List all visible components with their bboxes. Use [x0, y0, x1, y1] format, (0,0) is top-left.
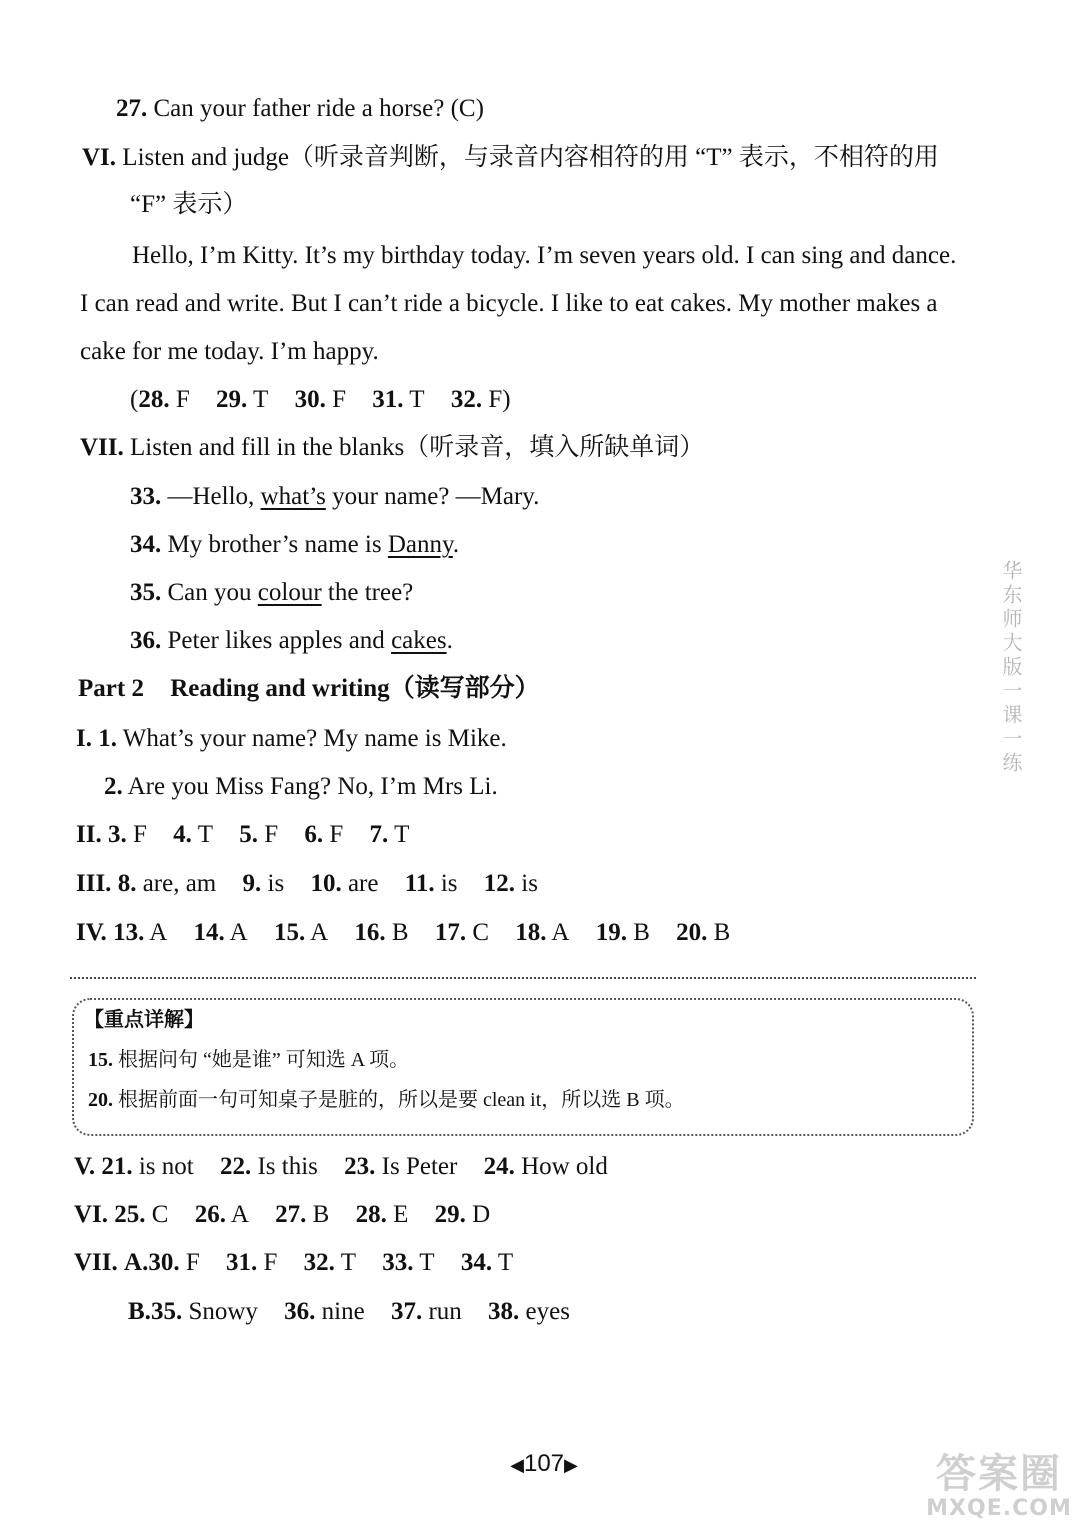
answer-number: 29.: [215, 386, 248, 413]
section-vi-heading: [82, 141, 939, 175]
filled-blank: cakes: [391, 627, 447, 654]
p2-section-i-item: 2. Are you Miss Fang? No, I’m Mrs Li.: [104, 773, 498, 800]
section-number: VI.: [82, 144, 117, 171]
fill-item: 34. My brother’s name is Danny.: [130, 531, 460, 558]
filled-blank: what’s: [260, 483, 326, 510]
section-number: VI.: [74, 1201, 109, 1228]
dotted-divider: [70, 977, 976, 979]
answer-number: 32.: [450, 386, 483, 413]
section-number: I.: [76, 725, 92, 752]
note-item: 15. 根据问句 “她是谁” 可知选 A 项。: [88, 1049, 410, 1071]
section-number: VII.: [74, 1249, 118, 1276]
question-text: Can your father ride a horse? (C): [153, 95, 484, 122]
p2-section-iv: IV. 13. A 14. A 15. A 16. B 17. C 18. A 19. B 20. B: [76, 919, 731, 946]
question-number: 27.: [116, 95, 148, 122]
part-label: Part 2: [78, 675, 144, 702]
part-title: Reading and writing（读写部分）: [170, 675, 540, 702]
p2-section-vii-b: B.35. Snowy 36. nine 37. run 38. eyes: [128, 1298, 570, 1325]
p2-section-i-item: I. 1. What’s your name? My name is Mike.: [76, 725, 507, 752]
answer-number: 30.: [294, 386, 326, 413]
fill-item: 35. Can you colour the tree?: [130, 579, 414, 606]
filled-blank: Danny: [387, 531, 453, 558]
p2-section-vi: VI. 25. C 26. A 27. B 28. E 29. D: [74, 1201, 491, 1228]
page-number: ◀107▶: [510, 1450, 578, 1477]
note-item: 20. 根据前面一句可知桌子是脏的，所以是要 clean it，所以选 B 项。: [88, 1089, 685, 1111]
p2-section-iii: III. 8. are, am 9. is 10. are 11. is 12. is: [76, 870, 538, 897]
passage-line: cake for me today. I’m happy.: [80, 338, 379, 365]
section-number: IV.: [76, 919, 107, 946]
answer-value: F: [488, 386, 503, 413]
p2-section-v: V. 21. is not 22. Is this 23. Is Peter 24. How old: [74, 1153, 608, 1180]
question-27: [116, 92, 484, 126]
key-notes-box: [72, 998, 974, 1136]
p2-section-ii: II. 3. F 4. T 5. F 6. F 7. T: [76, 821, 410, 848]
section-vii-heading: [80, 431, 704, 465]
part2-heading: [78, 672, 540, 706]
section-number: II.: [76, 821, 102, 848]
notes-heading: 【重点详解】: [84, 1009, 204, 1031]
section-number: III.: [76, 870, 112, 897]
section-title: Listen and judge（听录音判断，与录音内容相符的用 “T” 表示，不相符的用: [122, 144, 939, 171]
answer-value: F: [332, 386, 346, 413]
section-title: Listen and fill in the blanks（听录音，填入所缺单词）: [130, 434, 705, 461]
right-triangle-icon: ▶: [564, 1455, 578, 1475]
passage-line: I can read and write. But I can’t ride a bicycle. I like to eat cakes. My mother makes a: [80, 290, 938, 317]
side-book-title: 华东师大版一课一练: [999, 560, 1023, 776]
passage-line: Hello, I’m Kitty. It’s my birthday today. I’m seven years old. I can sing and dance.: [132, 242, 957, 269]
answer-value: T: [409, 386, 425, 413]
answer-row: (28. F 29. T 30. F 31. T 32. F): [130, 386, 511, 413]
p2-section-vii-a: VII. A.30. F 31. F 32. T 33. T 34. T: [74, 1249, 514, 1276]
watermark-logo: 答案圈 MXQE.COM: [926, 1451, 1072, 1521]
left-triangle-icon: ◀: [510, 1455, 524, 1475]
section-number: VII.: [80, 434, 124, 461]
filled-blank: colour: [257, 579, 322, 606]
section-number: V.: [74, 1153, 96, 1180]
section-vi-heading-cont: “F” 表示）: [130, 191, 248, 218]
answer-value: F: [175, 386, 190, 413]
fill-item: 36. Peter likes apples and cakes.: [130, 627, 453, 654]
answer-number: 31.: [372, 386, 404, 413]
answer-value: T: [253, 386, 269, 413]
answer-number: 28.: [138, 386, 170, 413]
fill-item: 33. —Hello, what’s your name? —Mary.: [130, 483, 540, 510]
